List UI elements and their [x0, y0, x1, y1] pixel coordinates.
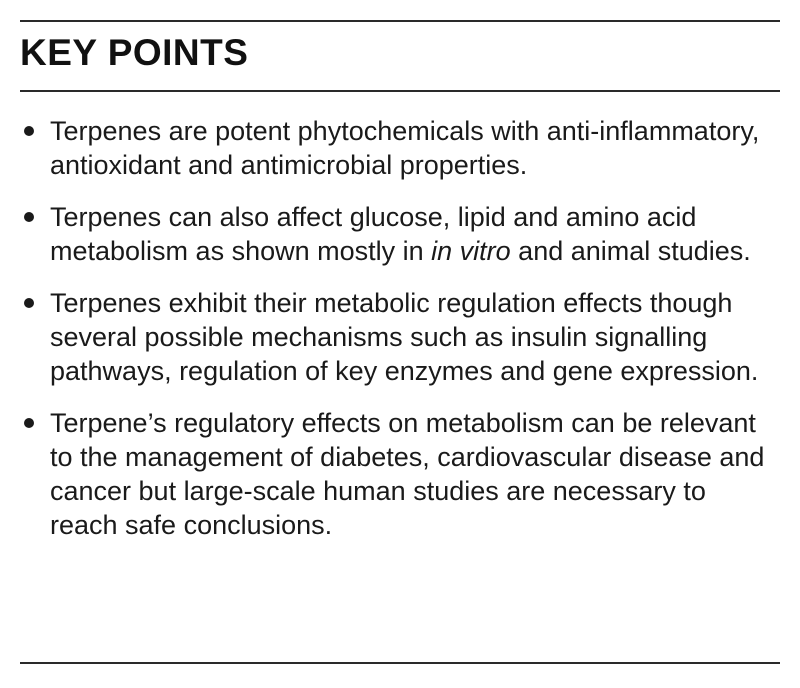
key-point-text: Terpenes are potent phytochemicals with anti-inflammatory, antioxidant and antimicrobial properties.: [50, 116, 760, 180]
bullet-icon: [24, 418, 34, 428]
key-point-item: [20, 114, 780, 182]
key-points-title: KEY POINTS: [20, 32, 249, 73]
top-rule: [20, 20, 780, 22]
key-point-text: [50, 202, 751, 266]
key-point-item: [20, 286, 780, 388]
key-point-text: Terpene’s regulatory effects on metabolism can be relevant to the management of diabetes, cardiovascular disease and cancer but large-scale human studies are necessary to reach safe conclusions.: [50, 408, 765, 540]
title-divider: [20, 90, 780, 92]
key-point-item: [20, 406, 780, 542]
key-point-item: [20, 200, 780, 268]
key-points-list: [20, 114, 780, 560]
key-point-text-before: Terpenes can also affect glucose, lipid and amino acid metabolism as shown mostly in: [50, 202, 697, 266]
key-point-text-italic: in vitro: [431, 236, 511, 266]
key-point-text: Terpenes exhibit their metabolic regulation effects though several possible mechanisms such as insulin signalling pathways, regulation of key enzymes and gene expression.: [50, 288, 759, 386]
bottom-rule: [20, 662, 780, 664]
bullet-icon: [24, 298, 34, 308]
key-points-box: [20, 0, 780, 688]
bullet-icon: [24, 126, 34, 136]
bullet-icon: [24, 212, 34, 222]
key-point-text-after: and animal studies.: [510, 236, 751, 266]
